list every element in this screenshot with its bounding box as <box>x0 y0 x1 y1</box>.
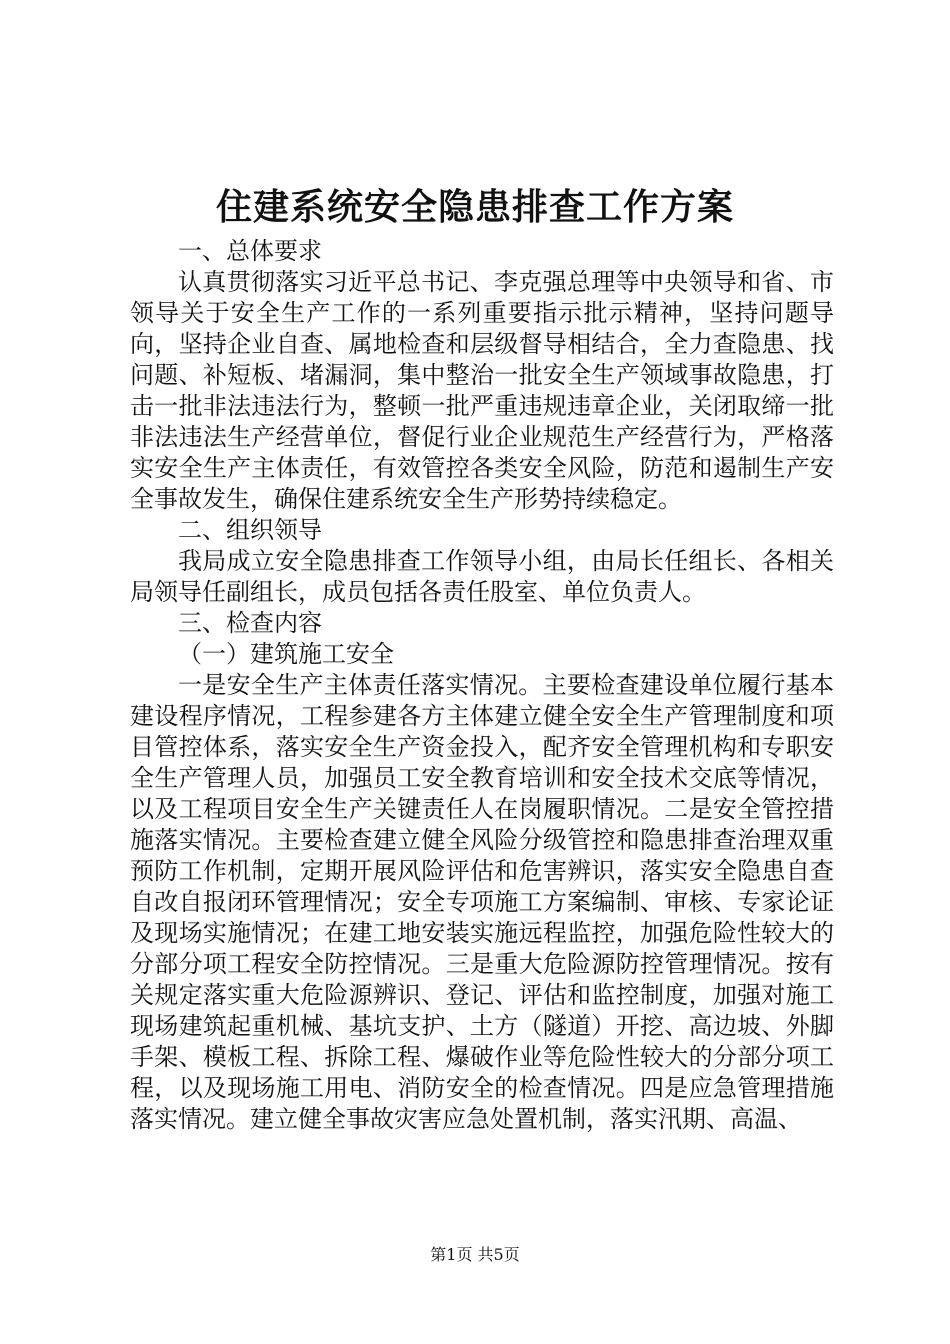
paragraph-construction-safety: 一是安全生产主体责任落实情况。主要检查建设单位履行基本建设程序情况，工程参建各方主体建立健全安全生产管理制度和项目管控体系，落实安全生产资金投入，配齐安全管理机构和专职安全生产管理人员，加强员工安全教育培训和安全技术交底等情况，以及工程项目安全生产关键责任人在岗履职情况。二是安全管控措施落实情况。主要检查建立健全风险分级管控和隐患排查治理双重预防工作机制，定期开展风险评估和危害辨识，落实安全隐患自查自改自报闭环管理情况；安全专项施工方案编制、审核、专家论证及现场实施情况；在建工地安装实施远程监控，加强危险性较大的分部分项工程安全防控情况。三是重大危险源防控管理情况。按有关规定落实重大危险源辨识、登记、评估和监控制度，加强对施工现场建筑起重机械、基坑支护、土方（隧道）开挖、高边坡、外脚手架、模板工程、拆除工程、爆破作业等危险性较大的分部分项工程，以及现场施工用电、消防安全的检查情况。四是应急管理措施落实情况。建立健全事故灾害应急处置机制，落实汛期、高温、 <box>130 671 834 1133</box>
section-heading-inspection-content: 三、检查内容 <box>178 609 322 637</box>
section-heading-organization: 二、组织领导 <box>178 516 322 544</box>
paragraph-general-requirements: 认真贯彻落实习近平总书记、李克强总理等中央领导和省、市领导关于安全生产工作的一系列重要指示批示精神，坚持问题导向，坚持企业自查、属地检查和层级督导相结合，全力查隐患、找问题、补短板、堵漏洞，集中整治一批安全生产领域事故隐患，打击一批非法违法行为，整顿一批严重违规违章企业，关闭取缔一批非法违法生产经营单位，督促行业企业规范生产经营行为，严格落实安全生产主体责任，有效管控各类安全风险，防范和遏制生产安全事故发生，确保住建系统安全生产形势持续稳定。 <box>130 268 834 513</box>
document-title: 住建系统安全隐患排查工作方案 <box>215 186 734 228</box>
document-body <box>130 236 834 1135</box>
subsection-heading-construction-safety: （一）建筑施工安全 <box>178 640 394 668</box>
section-heading-general-requirements: 一、总体要求 <box>178 237 322 265</box>
paragraph-organization: 我局成立安全隐患排查工作领导小组，由局长任组长、各相关局领导任副组长，成员包括各责任股室、单位负责人。 <box>130 547 834 606</box>
page-number: 第1页 共5页 <box>430 1245 520 1264</box>
